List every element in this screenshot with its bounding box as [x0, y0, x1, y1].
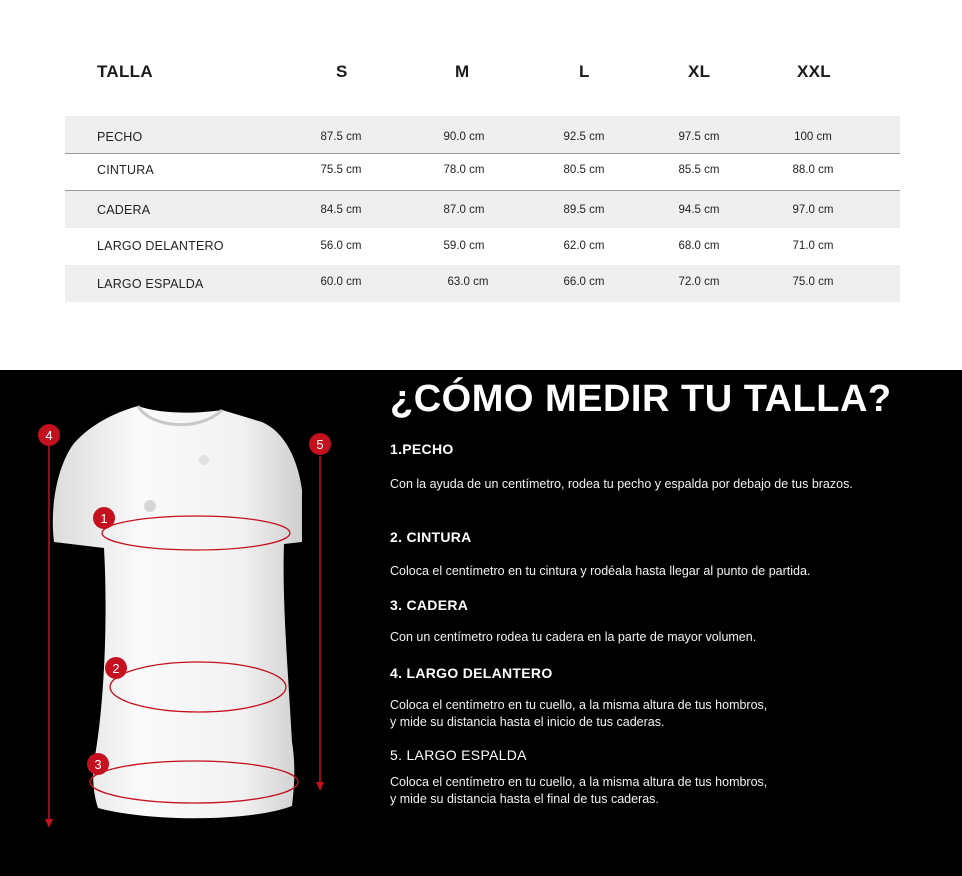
step-heading-hip: 3. CADERA: [390, 597, 469, 613]
row-label: PECHO: [97, 130, 143, 144]
marker-3-icon: [87, 753, 109, 775]
step-heading-waist: 2. CINTURA: [390, 529, 472, 545]
table-cell: 75.5 cm: [320, 164, 362, 176]
front-length-arrow-icon: [45, 819, 53, 828]
brand-logo-icon: [144, 500, 156, 512]
svg-text:5: 5: [316, 437, 324, 452]
section-title: ¿CÓMO MEDIR TU TALLA?: [390, 378, 892, 420]
svg-text:1: 1: [100, 511, 108, 526]
back-length-arrow-icon: [316, 782, 324, 791]
table-cell: 60.0 cm: [320, 276, 362, 288]
step-text-front-length-2: y mide su distancia hasta el inicio de tus caderas.: [390, 715, 665, 729]
step-text-chest: Con la ayuda de un centímetro, rodea tu pecho y espalda por debajo de tus brazos.: [390, 477, 853, 491]
table-cell: 84.5 cm: [320, 204, 362, 216]
table-row: [65, 154, 900, 191]
header-size-xl: XL: [688, 62, 711, 81]
row-label: LARGO ESPALDA: [97, 277, 204, 291]
table-cell: 89.5 cm: [563, 204, 605, 216]
table-cell: 87.0 cm: [443, 204, 485, 216]
marker-4-icon: [38, 424, 60, 446]
table-cell: 71.0 cm: [792, 240, 834, 252]
table-cell: 78.0 cm: [443, 164, 485, 176]
row-label: LARGO DELANTERO: [97, 239, 224, 253]
row-label: CADERA: [97, 203, 151, 217]
step-text-back-length-1: Coloca el centímetro en tu cuello, a la misma altura de tus hombros,: [390, 775, 768, 789]
table-cell: 94.5 cm: [678, 204, 720, 216]
header-size-l: L: [579, 62, 590, 81]
table-cell: 68.0 cm: [678, 240, 720, 252]
table-row: [65, 265, 900, 302]
header-size-s: S: [336, 62, 348, 81]
step-text-back-length-2: y mide su distancia hasta el final de tus caderas.: [390, 792, 659, 806]
table-cell: 97.0 cm: [792, 204, 834, 216]
step-text-waist: Coloca el centímetro en tu cintura y rodéala hasta llegar al punto de partida.: [390, 564, 811, 578]
header-size-xxl: XXL: [797, 62, 831, 81]
step-heading-chest: 1.PECHO: [390, 441, 454, 457]
table-cell: 59.0 cm: [443, 240, 485, 252]
table-cell: 72.0 cm: [678, 276, 720, 288]
table-row: [65, 191, 900, 228]
table-cell: 63.0 cm: [447, 276, 489, 288]
table-cell: 66.0 cm: [563, 276, 605, 288]
marker-2-icon: [105, 657, 127, 679]
table-cell: 87.5 cm: [320, 131, 362, 143]
table-cell: 80.5 cm: [563, 164, 605, 176]
size-table: [0, 0, 962, 370]
svg-text:3: 3: [94, 757, 102, 772]
header-talla: TALLA: [97, 62, 153, 81]
svg-text:4: 4: [45, 428, 53, 443]
step-heading-front-length: 4. LARGO DELANTERO: [390, 665, 553, 681]
step-text-front-length-1: Coloca el centímetro en tu cuello, a la misma altura de tus hombros,: [390, 698, 768, 712]
table-cell: 100 cm: [794, 131, 832, 143]
table-row: [65, 116, 900, 154]
table-cell: 88.0 cm: [792, 164, 834, 176]
svg-text:2: 2: [112, 661, 120, 676]
row-label: CINTURA: [97, 163, 154, 177]
table-cell: 56.0 cm: [320, 240, 362, 252]
marker-5-icon: [309, 433, 331, 455]
brand-logo-icon: [199, 455, 209, 465]
table-cell: 85.5 cm: [678, 164, 720, 176]
tshirt-measurement-figure: [0, 370, 380, 876]
how-to-measure-section: [0, 370, 962, 876]
table-cell: 75.0 cm: [792, 276, 834, 288]
step-heading-back-length: 5. LARGO ESPALDA: [390, 747, 527, 763]
table-cell: 92.5 cm: [563, 131, 605, 143]
table-cell: 90.0 cm: [443, 131, 485, 143]
table-row: [65, 228, 900, 265]
marker-1-icon: [93, 507, 115, 529]
header-size-m: M: [455, 62, 470, 81]
step-text-hip: Con un centímetro rodea tu cadera en la parte de mayor volumen.: [390, 630, 757, 644]
table-cell: 62.0 cm: [563, 240, 605, 252]
table-cell: 97.5 cm: [678, 131, 720, 143]
